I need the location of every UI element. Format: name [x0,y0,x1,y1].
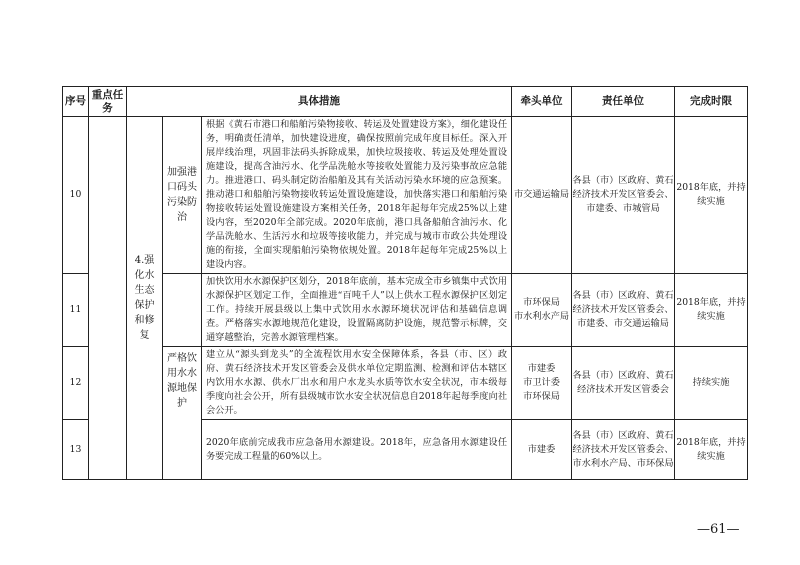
responsible-unit: 各县（市）区政府、黄石经济技术开发区管委会、市建委、市交通运输局 [572,274,675,347]
responsible-unit: 各县（市）区政府、黄石经济技术开发区管委会、市水利水产局、市环保局 [572,420,675,480]
deadline: 2018年底，并持续实施 [675,420,748,480]
measure-text: 建立从“源头到龙头”的全流程饮用水安全保障体系，各县（市、区）政府、黄石经济技术开发区管委会及供水单位定期监测、检测和评估本辖区内饮用水水源、供水厂出水和用户水龙头水质等饮水安全状况，市本级每季度向社会公开，所有县级城市饮水安全状况信息自2018年起每季度向社会公开。 [202,347,512,420]
header-resp-unit: 责任单位 [572,87,675,117]
lead-unit: 市建委 [512,420,572,480]
sub-task: 严格饮用水水源地保护 [163,347,202,480]
lead-unit: 市交通运输局 [512,117,572,274]
responsible-unit: 各县（市）区政府、黄石经济技术开发区管委会 [572,347,675,420]
row-number: 13 [63,420,89,480]
row-number: 10 [63,117,89,274]
row-number: 12 [63,347,89,420]
measure-text: 2020年底前完成我市应急备用水源建设。2018年，应急备用水源建设任务要完成工程量的60%以上。 [202,420,512,480]
deadline: 2018年底，并持续实施 [675,274,748,347]
table-row [63,117,748,274]
header-measures: 具体措施 [127,87,512,117]
header-key-task: 重点任务 [89,87,127,117]
deadline: 2018年底，并持续实施 [675,117,748,274]
responsible-unit: 各县（市）区政府、黄石经济技术开发区管委会、市建委、市城管局 [572,117,675,274]
key-task-cell [89,117,127,480]
table-row [63,347,748,420]
header-no: 序号 [63,87,89,117]
header-lead-unit: 牵头单位 [512,87,572,117]
table-row [63,274,748,347]
measure-text: 根据《黄石市港口和船舶污染物接收、转运及处置建设方案》，细化建设任务，明确责任清单，加快建设进度，确保按照前完成年度目标任。深入开展岸线治理，巩固非法码头拆除成果，加快垃圾接收、转运及处理处置设施建设，提高含油污水、化学品洗舱水等接收处置能力及污染事故应急能力。推进港口、码头制定防治船舶及其有关活动污染水环境的应急预案。推动港口和船舶污染物接收转运处置设施建设，加快落实港口和船舶污染物接收转运处置设施建设方案相关任务，2018年起每年完成25%以上建设内容，至2020年全部完成。2020年底前，港口具备船舶含油污水、化学品洗舱水、生活污水和垃圾等接收能力，并完成与城市市政公共处理设施的衔接，全面实现船舶污染物依规处置。2018年起每年完成25%以上建设内容。 [202,117,512,274]
task-group: 4.强化水生态保护和修复 [127,117,163,480]
measures-table [62,86,748,480]
deadline: 持续实施 [675,347,748,420]
sub-task-empty [163,274,202,347]
header-deadline: 完成时限 [675,87,748,117]
header-row [63,87,748,117]
page-number: —61— [697,522,740,537]
row-number: 11 [63,274,89,347]
sub-task: 加强港口码头污染防治 [163,117,202,274]
measure-text: 加快饮用水水源保护区划分，2018年底前，基本完成全市乡镇集中式饮用水源保护区划定工作，全面推进“百吨千人”以上供水工程水源保护区划定工作。持续开展县级以上集中式饮用水水源环境状况评估和基础信息调查。严格落实水源地规范化建设，设置隔离防护设施，规范警示标牌，交通穿越整治，完善水源管理档案。 [202,274,512,347]
lead-unit: 市环保局 市水利水产局 [512,274,572,347]
lead-unit: 市建委 市卫计委 市环保局 [512,347,572,420]
